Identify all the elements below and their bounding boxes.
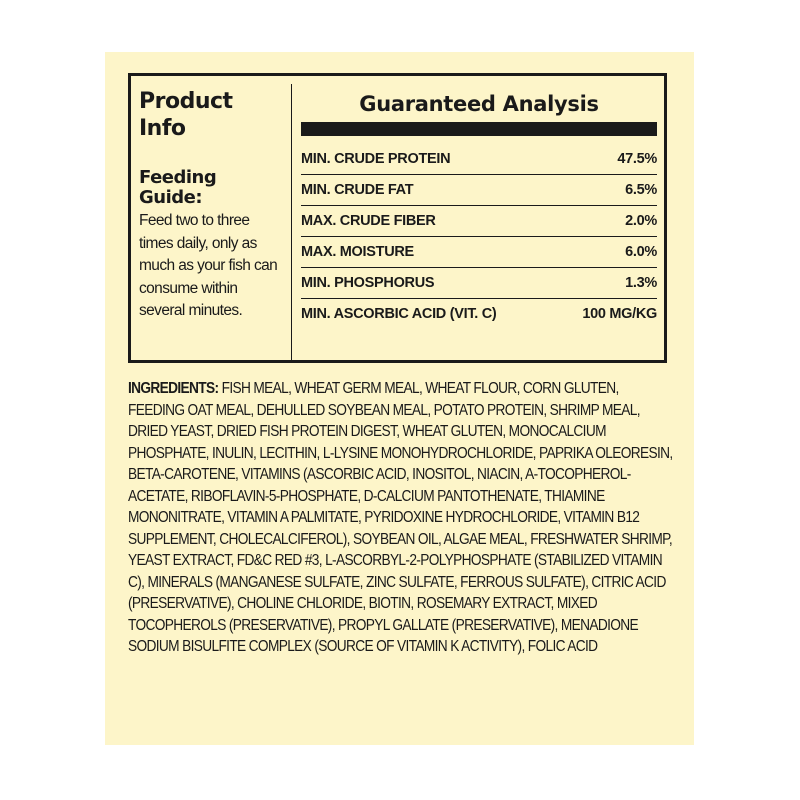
analysis-row-label: MAX. MOISTURE	[301, 244, 414, 260]
guaranteed-analysis-title: Guaranteed Analysis	[359, 92, 599, 116]
analysis-header-bar	[301, 122, 657, 136]
product-info-title-line2: Info	[139, 116, 186, 141]
analysis-row-label: MIN. CRUDE FAT	[301, 182, 414, 198]
analysis-row-label: MIN. CRUDE PROTEIN	[301, 151, 451, 167]
product-label-panel	[105, 52, 694, 745]
vertical-divider	[291, 84, 292, 362]
info-box	[128, 73, 667, 363]
analysis-row	[301, 206, 657, 237]
analysis-row-value: 100 MG/KG	[582, 306, 657, 322]
ingredients-label: INGREDIENTS:	[128, 380, 219, 397]
analysis-row	[301, 299, 657, 329]
product-info-title-line1: Product	[139, 89, 233, 114]
product-info-section	[139, 88, 279, 323]
feeding-guide-text: Feed two to three times daily, only as much as your fish can consume within several minutes.	[139, 212, 278, 319]
analysis-row-label: MAX. CRUDE FIBER	[301, 213, 436, 229]
feeding-guide-title-line2: Guide:	[139, 187, 203, 208]
analysis-row	[301, 268, 657, 299]
feeding-guide-title-line1: Feeding	[139, 167, 217, 188]
analysis-row	[301, 144, 657, 175]
analysis-row	[301, 237, 657, 268]
ingredients-section	[128, 378, 674, 658]
analysis-row-value: 6.5%	[625, 182, 657, 198]
analysis-row-label: MIN. PHOSPHORUS	[301, 275, 435, 291]
analysis-row-value: 6.0%	[625, 244, 657, 260]
product-info-title	[139, 88, 279, 142]
feeding-guide-title	[139, 168, 279, 208]
analysis-row-value: 47.5%	[617, 151, 657, 167]
analysis-row-label: MIN. ASCORBIC ACID (VIT. C)	[301, 306, 497, 322]
guaranteed-analysis	[301, 88, 657, 329]
ingredients-text: FISH MEAL, WHEAT GERM MEAL, WHEAT FLOUR, CORN GLUTEN, FEEDING OAT MEAL, DEHULLED SOYBEAN MEAL, POTATO PROTEIN, SHRIMP MEAL, DRIED YEAST, DRIED FISH PROTEIN DIGEST, WHEAT GLUTEN, MONOCALCIUM PHOSPHATE, INULIN, LECITHIN, L-LYSINE MONOHYDROCHLORIDE, PAPRIKA OLEORESIN, BETA-CAROTENE, VITAMINS (ASCORBIC ACID, INOSITOL, NIACIN, A-TOCOPHEROL-ACETATE, RIBOFLAVIN-5-PHOSPHATE, D-CALCIUM PANTOTHENATE, THIAMINE MONONITRATE, VITAMIN A PALMITATE, PYRIDOXINE HYDROCHLORIDE, VITAMIN B12 SUPPLEMENT, CHOLECALCIFEROL), SOYBEAN OIL, ALGAE MEAL, FRESHWATER SHRIMP, YEAST EXTRACT, FD&C RED #3, L-ASCORBYL-2-POLYPHOSPHATE (STABILIZED VITAMIN C), MINERALS (MANGANESE SULFATE, ZINC SULFATE, FERROUS SULFATE), CITRIC ACID (PRESERVATIVE), CHOLINE CHLORIDE, BIOTIN, ROSEMARY EXTRACT, MIXED TOCOPHEROLS (PRESERVATIVE), PROPYL GALLATE (PRESERVATIVE), MENADIONE SODIUM BISULFITE COMPLEX (SOURCE OF VITAMIN K ACTIVITY), FOLIC ACID	[128, 380, 673, 655]
analysis-row	[301, 175, 657, 206]
analysis-row-value: 2.0%	[625, 213, 657, 229]
analysis-row-value: 1.3%	[625, 275, 657, 291]
